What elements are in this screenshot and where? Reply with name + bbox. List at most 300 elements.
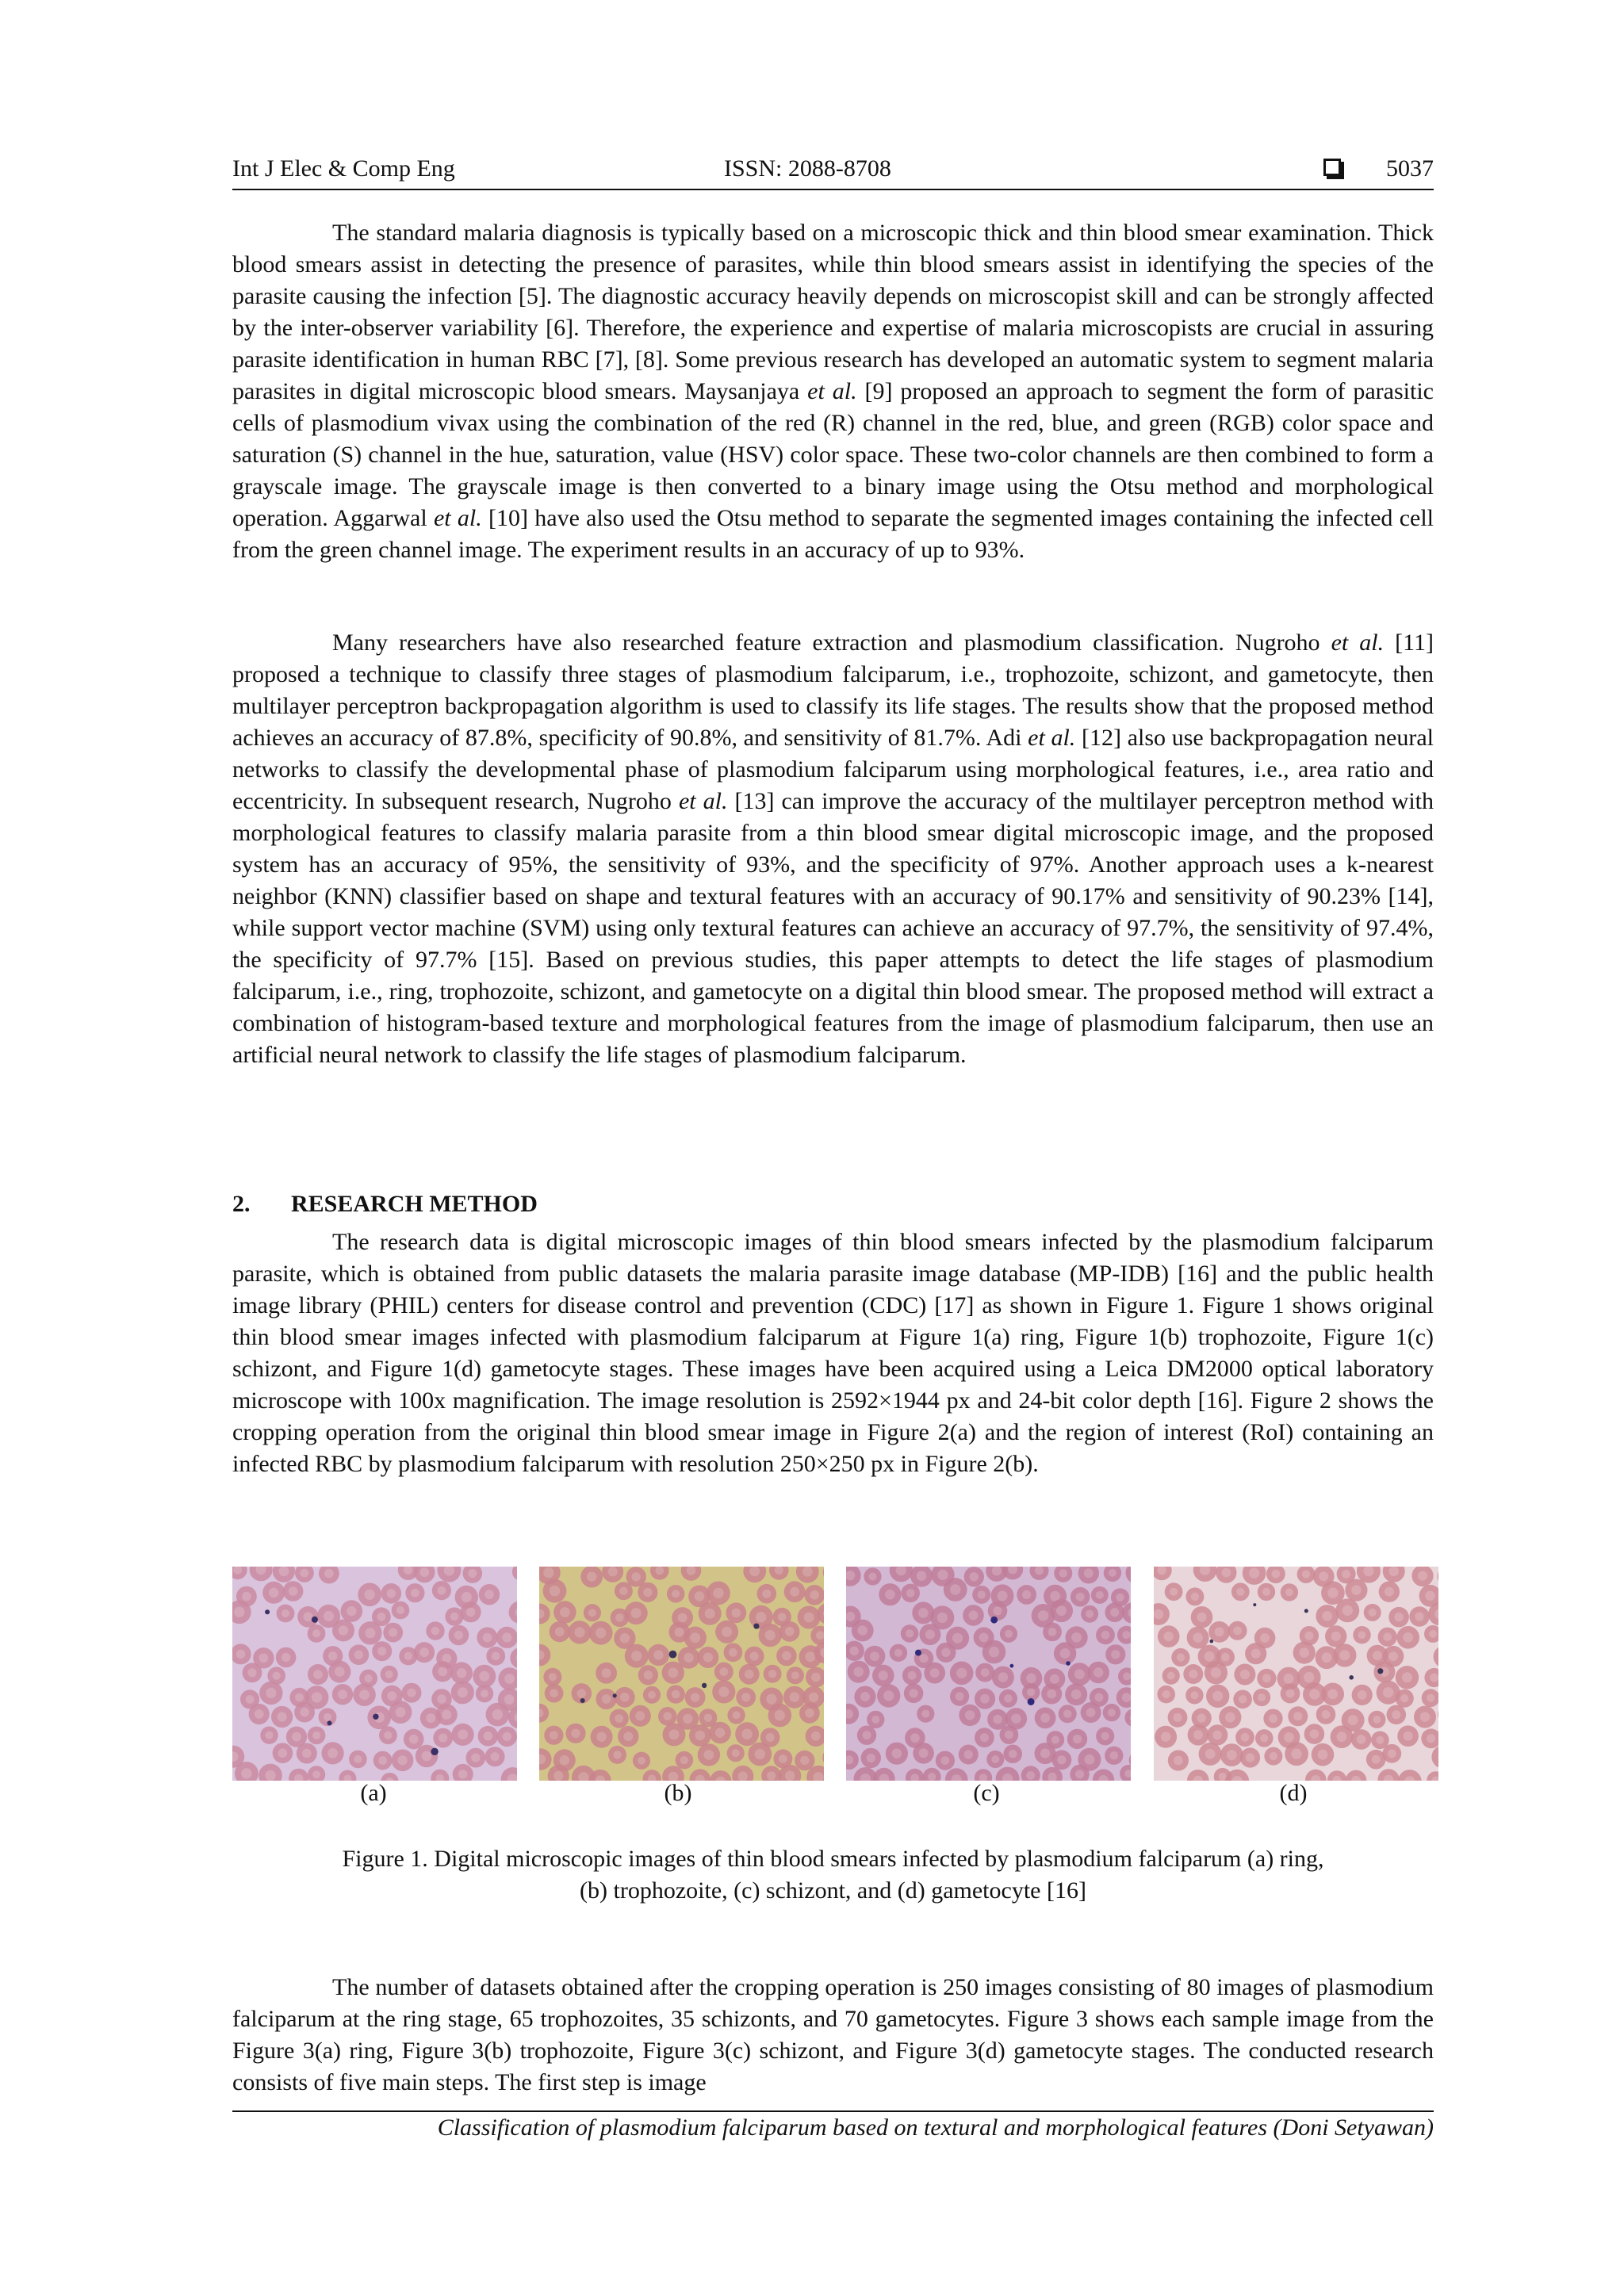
cell-pallor: [1009, 1750, 1017, 1758]
cell-pallor: [1193, 1632, 1203, 1643]
cell-pallor: [300, 1708, 309, 1717]
cell-pallor: [483, 1633, 492, 1643]
cell-pallor: [438, 1667, 447, 1676]
cell-pallor: [1262, 1588, 1270, 1596]
cell-pallor: [956, 1692, 964, 1701]
cell-pallor: [766, 1694, 776, 1705]
cell-pallor: [289, 1586, 298, 1596]
cell-pallor: [1284, 1674, 1294, 1684]
cell-pallor: [457, 1668, 467, 1678]
cell-pallor: [247, 1668, 256, 1677]
page-number: 5037: [1386, 155, 1434, 182]
cell-pallor: [956, 1668, 967, 1678]
cell-pallor: [910, 1733, 920, 1743]
blood-smear-trophozoite: [539, 1567, 824, 1781]
parasite-dot: [669, 1651, 677, 1659]
cell-pallor: [648, 1691, 656, 1699]
cell-pallor: [729, 1648, 737, 1657]
cell-pallor: [1086, 1708, 1096, 1717]
cell-pallor: [1047, 1689, 1056, 1699]
cell-pallor: [1430, 1674, 1438, 1682]
cell-pallor: [1205, 1651, 1215, 1662]
cell-pallor: [324, 1569, 334, 1578]
cell-pallor: [965, 1710, 975, 1720]
cell-pallor: [894, 1649, 902, 1657]
cell-pallor: [454, 1631, 463, 1640]
cell-pallor: [1071, 1632, 1082, 1643]
cell-pallor: [292, 1732, 301, 1742]
cell-pallor: [869, 1573, 877, 1581]
cell-pallor: [811, 1673, 821, 1682]
cell-pallor: [1011, 1714, 1021, 1724]
cell-pallor: [718, 1686, 729, 1697]
cell-pallor: [613, 1751, 621, 1758]
cell-pallor: [301, 1569, 309, 1578]
cell-pallor: [1219, 1773, 1227, 1781]
cell-pallor: [273, 1672, 281, 1680]
cell-pallor: [871, 1716, 879, 1724]
cell-pallor: [479, 1671, 489, 1682]
cell-pallor: [1221, 1653, 1230, 1662]
cell-pallor: [908, 1671, 917, 1680]
cell-pallor: [1383, 1687, 1393, 1697]
cell-pallor: [246, 1695, 255, 1704]
cell-pallor: [1304, 1672, 1314, 1682]
cell-pallor: [1348, 1715, 1358, 1725]
cell-pallor: [1110, 1751, 1119, 1760]
cell-pallor: [631, 1651, 642, 1661]
cell-pallor: [1191, 1593, 1199, 1601]
cell-pallor: [1427, 1694, 1434, 1702]
cell-pallor: [675, 1628, 684, 1637]
cell-pallor: [620, 1633, 630, 1643]
cell-pallor: [656, 1567, 665, 1575]
cell-pallor: [339, 1625, 349, 1636]
cell-pallor: [1063, 1710, 1071, 1718]
cell-pallor: [941, 1756, 950, 1765]
cell-pallor: [1351, 1585, 1362, 1595]
cell-pallor: [1299, 1647, 1309, 1658]
cell-pallor: [411, 1589, 419, 1598]
cell-pallor: [1056, 1605, 1067, 1616]
cell-pallor: [766, 1733, 775, 1742]
cell-pallor: [471, 1754, 480, 1762]
cell-pallor: [1270, 1752, 1277, 1760]
cell-pallor: [755, 1749, 765, 1759]
cell-pallor: [1358, 1631, 1366, 1639]
cell-pallor: [1110, 1608, 1119, 1617]
cell-pallor: [553, 1771, 563, 1781]
cell-pallor: [378, 1756, 387, 1765]
cell-pallor: [1388, 1567, 1399, 1576]
cell-pallor: [1342, 1605, 1353, 1616]
cell-pallor: [1415, 1612, 1423, 1621]
cell-pallor: [705, 1609, 715, 1619]
cell-pallor: [1369, 1609, 1377, 1617]
cell-pallor: [1400, 1694, 1408, 1702]
cell-pallor: [550, 1586, 560, 1596]
cell-pallor: [602, 1668, 611, 1678]
cell-pallor: [733, 1711, 741, 1719]
cell-pallor: [810, 1590, 819, 1600]
cell-pallor: [335, 1667, 345, 1677]
cell-pallor: [906, 1629, 914, 1637]
cell-pallor: [669, 1729, 680, 1739]
cell-pallor: [1076, 1593, 1085, 1601]
parasite-dot: [431, 1748, 438, 1755]
cell-pallor: [1258, 1693, 1266, 1701]
cell-pallor: [328, 1651, 337, 1660]
cell-pallor: [324, 1713, 331, 1721]
cell-pallor: [387, 1691, 396, 1701]
cell-pallor: [265, 1770, 275, 1781]
cell-pallor: [1212, 1731, 1222, 1740]
cell-pallor: [587, 1571, 596, 1581]
cell-pallor: [1285, 1689, 1294, 1697]
cell-pallor: [241, 1768, 251, 1778]
cell-pallor: [745, 1670, 754, 1679]
figure-image-schizont: [846, 1567, 1131, 1781]
cell-pallor: [950, 1584, 960, 1594]
running-footer: Classification of plasmodium falciparum based on textural and morphological features (Doni Setyawan): [437, 2114, 1434, 2141]
cell-pallor: [468, 1569, 477, 1578]
cell-pallor: [805, 1709, 814, 1718]
cell-pallor: [442, 1710, 451, 1720]
cell-pallor: [778, 1613, 787, 1621]
cell-pallor: [620, 1693, 630, 1702]
parasite-dot: [915, 1650, 921, 1656]
cell-pallor: [941, 1648, 950, 1657]
cell-pallor: [684, 1653, 693, 1663]
cell-pallor: [883, 1690, 894, 1701]
cell-pallor: [1162, 1690, 1170, 1698]
cell-pallor: [387, 1589, 396, 1598]
cell-pallor: [282, 1609, 289, 1617]
cell-pallor: [1403, 1632, 1413, 1643]
cell-pallor: [1418, 1571, 1427, 1580]
cell-pallor: [870, 1651, 879, 1661]
cell-pallor: [791, 1671, 799, 1679]
cell-pallor: [1101, 1631, 1110, 1640]
section-title: RESEARCH METHOD: [291, 1191, 538, 1217]
cell-pallor: [1026, 1674, 1036, 1684]
cell-pallor: [921, 1710, 929, 1718]
paragraph-3: [232, 1226, 1434, 1480]
cell-pallor: [1074, 1669, 1085, 1679]
cell-pallor: [354, 1651, 363, 1659]
paragraph-1-text: The standard malaria diagnosis is typically based on a microscopic thick and thin blood smear examination. Thick blood smears assist in detecting the presence of parasites, while thin blood smears assist in identifying the species of the parasite causing the infection [5]. The diagnostic accuracy heavily depends on microscopist skill and can be strongly affected by the inter-observer variability [6]. Therefore, the experience and expertise of malaria microscopists are crucial in assuring parasite identification in human RBC [7], [8]. Some previous research has developed an automatic system to segment malaria parasites in digital microscopic blood smears. Maysanjaya et al. [9] proposed an approach to segment the form of parasitic cells of plasmodium vivax using the combination of the red (R) channel in the red, blue, and green (RGB) color space and saturation (S) channel in the hue, saturation, value (HSV) color space. These two-color channels are then combined to form a grayscale image. The grayscale image is then converted to a binary image using the Otsu method and morphological operation. Aggarwal et al. [10] have also used the Otsu method to separate the segmented images containing the infected cell from the green channel image. The experiment results in an accuracy of up to 93%.: [232, 220, 1434, 563]
cell-pallor: [906, 1589, 915, 1598]
cell-pallor: [365, 1628, 375, 1638]
cell-pallor: [964, 1750, 973, 1758]
cell-pallor: [1051, 1735, 1059, 1743]
parasite-dot: [990, 1617, 998, 1624]
cell-pallor: [919, 1748, 929, 1758]
cell-pallor: [615, 1714, 623, 1723]
cell-pallor: [1318, 1750, 1328, 1760]
cell-pallor: [1310, 1729, 1320, 1739]
cell-pallor: [785, 1770, 795, 1781]
cell-pallor: [1327, 1588, 1338, 1598]
parasite-dot: [613, 1693, 617, 1697]
cell-pallor: [438, 1586, 446, 1595]
cell-pallor: [695, 1591, 705, 1601]
cell-pallor: [643, 1588, 652, 1597]
cell-pallor: [672, 1690, 680, 1699]
cell-pallor: [1161, 1732, 1171, 1742]
cell-pallor: [304, 1612, 313, 1621]
cell-pallor: [1304, 1632, 1313, 1640]
cell-pallor: [1022, 1590, 1031, 1599]
cell-pallor: [236, 1650, 246, 1659]
cell-pallor: [1059, 1569, 1067, 1577]
cell-pallor: [278, 1712, 287, 1721]
cell-pallor: [919, 1654, 928, 1663]
cell-pallor: [279, 1567, 289, 1576]
cell-pallor: [853, 1667, 864, 1677]
figure-1: [232, 1567, 1438, 1785]
cell-pallor: [347, 1606, 356, 1616]
cell-pallor: [1373, 1716, 1381, 1724]
cell-pallor: [327, 1748, 338, 1758]
cell-pallor: [1227, 1750, 1237, 1760]
cell-pallor: [998, 1590, 1008, 1601]
cell-pallor: [1205, 1749, 1216, 1759]
parasite-dot: [1210, 1640, 1214, 1644]
subfigure-label-b: (b): [664, 1780, 692, 1806]
cell-pallor: [1038, 1610, 1048, 1621]
cell-pallor: [396, 1606, 404, 1614]
cell-pallor: [1173, 1713, 1182, 1722]
cell-pallor: [910, 1689, 918, 1697]
cell-pallor: [503, 1732, 511, 1741]
cell-pallor: [560, 1755, 570, 1766]
cell-pallor: [644, 1670, 653, 1679]
cell-pallor: [1193, 1730, 1203, 1739]
cell-pallor: [1094, 1667, 1103, 1677]
cell-pallor: [850, 1647, 859, 1655]
cell-pallor: [1215, 1627, 1224, 1636]
cell-pallor: [1123, 1673, 1131, 1681]
caption-line-1: Figure 1. Digital microscopic images of thin blood smears infected by plasmodium falciparum (a) ring,: [342, 1846, 1324, 1872]
cell-pallor: [1212, 1691, 1223, 1701]
cell-pallor: [365, 1590, 375, 1600]
cell-pallor: [917, 1571, 927, 1581]
cell-pallor: [615, 1613, 624, 1622]
cell-pallor: [1339, 1650, 1350, 1660]
blood-smear-schizont: [846, 1567, 1131, 1781]
cell-pallor: [928, 1773, 936, 1781]
cell-pallor: [1197, 1613, 1206, 1622]
cell-pallor: [312, 1692, 322, 1702]
cell-pallor: [1167, 1672, 1175, 1680]
cell-pallor: [741, 1729, 752, 1739]
cell-pallor: [1284, 1732, 1294, 1743]
cell-pallor: [969, 1610, 979, 1620]
paragraph-2: [232, 627, 1434, 1071]
cell-pallor: [1096, 1591, 1104, 1599]
cell-pallor: [1084, 1755, 1094, 1765]
blood-smear-gametocyte: [1154, 1567, 1438, 1781]
cell-pallor: [1236, 1588, 1244, 1596]
cell-pallor: [879, 1670, 888, 1680]
cell-pallor: [779, 1755, 787, 1763]
cell-pallor: [338, 1689, 347, 1699]
cell-pallor: [492, 1651, 500, 1660]
parasite-dot: [1304, 1609, 1308, 1613]
cell-pallor: [930, 1668, 940, 1678]
cell-pallor: [811, 1732, 821, 1741]
issn: ISSN: 2088-8708: [724, 155, 891, 182]
cell-pallor: [269, 1588, 279, 1598]
cell-pallor: [265, 1732, 273, 1739]
cell-pallor: [1005, 1630, 1013, 1638]
cell-pallor: [1071, 1689, 1082, 1700]
cell-pallor: [608, 1567, 618, 1576]
cell-pallor: [998, 1672, 1009, 1682]
cell-pallor: [683, 1714, 692, 1724]
cell-pallor: [504, 1674, 515, 1684]
cell-pallor: [631, 1608, 642, 1618]
cell-pallor: [937, 1570, 948, 1580]
cell-pallor: [1004, 1694, 1012, 1702]
cell-pallor: [1429, 1630, 1437, 1638]
cell-pallor: [450, 1613, 458, 1621]
figure-image-ring: [232, 1567, 517, 1781]
cell-pallor: [1109, 1569, 1116, 1577]
cell-pallor: [549, 1673, 557, 1681]
cell-pallor: [1122, 1631, 1130, 1639]
paragraph-4-text: The number of datasets obtained after the cropping operation is 250 images consisting of 80 images of plasmodium falciparum at the ring stage, 65 trophozoites, 35 schizonts, and 70 gametocytes. Figure 3 shows each sample image from the Figure 3(a) ring, Figure 3(b) trophozoite, Figure 3(c) schizont, and Figure 3(d) gametocyte stages. The conducted research consists of five main steps. The first step is image: [232, 1974, 1434, 2095]
cell-pallor: [1239, 1695, 1247, 1704]
cell-pallor: [295, 1693, 304, 1702]
cell-pallor: [255, 1709, 264, 1719]
cell-pallor: [1322, 1710, 1331, 1719]
cell-pallor: [980, 1733, 989, 1742]
cell-pallor: [1293, 1712, 1302, 1720]
cell-pallor: [664, 1712, 672, 1721]
cell-pallor: [484, 1732, 493, 1741]
cell-pallor: [588, 1609, 596, 1617]
cell-pallor: [1327, 1689, 1338, 1699]
cell-pallor: [638, 1757, 645, 1765]
parasite-dot: [1349, 1675, 1354, 1680]
cell-pallor: [790, 1692, 800, 1702]
cell-pallor: [704, 1714, 712, 1722]
cell-pallor: [422, 1751, 432, 1762]
cell-pallor: [1291, 1749, 1301, 1759]
cell-pallor: [596, 1628, 606, 1638]
cell-pallor: [437, 1694, 446, 1704]
running-header: [232, 155, 1434, 187]
cell-pallor: [1040, 1713, 1050, 1723]
cell-pallor: [1388, 1749, 1396, 1758]
blood-smear-ring: [232, 1567, 517, 1781]
cell-pallor: [937, 1613, 948, 1623]
subfigure-label-c: (c): [973, 1780, 1000, 1806]
paragraph-4: [232, 1972, 1434, 2099]
cell-pallor: [1322, 1611, 1332, 1621]
cell-pallor: [680, 1756, 688, 1764]
cell-pallor: [804, 1613, 814, 1623]
parasite-dot: [1377, 1668, 1383, 1674]
cell-pallor: [632, 1572, 641, 1581]
cell-pallor: [550, 1689, 558, 1697]
cell-pallor: [1337, 1732, 1347, 1742]
cell-pallor: [574, 1627, 584, 1637]
cell-pallor: [385, 1670, 393, 1678]
cell-pallor: [1035, 1567, 1044, 1575]
cell-pallor: [952, 1633, 963, 1644]
cell-pallor: [993, 1715, 1002, 1724]
cell-pallor: [377, 1647, 386, 1655]
cell-pallor: [1394, 1613, 1404, 1622]
cell-pallor: [991, 1755, 999, 1763]
paragraph-1: [232, 217, 1434, 566]
cell-pallor: [1388, 1651, 1398, 1661]
cell-pallor: [1190, 1691, 1198, 1699]
paragraph-2-text: Many researchers have also researched feature extraction and plasmodium classification. Nugroho et al. [11] proposed a technique to classify three stages of plasmodium falciparum, i.e., trophozoite, schizont, and gametocyte, then multilayer perceptron backpropagation algorithm is used to classify its life stages. The results show that the proposed method achieves an accuracy of 87.8%, specificity of 90.8%, and sensitivity of 81.7%. Adi et al. [12] also use backpropagation neural networks to classify the developmental phase of plasmodium falciparum using morphological features, i.e., area ratio and eccentricity. In subsequent research, Nugroho et al. [13] can improve the accuracy of the multilayer perceptron method with morphological features to classify malaria parasite from a thin blood smear digital microscopic image, and the proposed system has an accuracy of 95%, the sensitivity of 93%, and the specificity of 97%. Another approach uses a k-nearest neighbor (KNN) classifier based on shape and textural features with an accuracy of 90.17% and sensitivity of 90.23% [14], while support vector machine (SVM) using only textural features can achieve an accuracy of 97.7%, the sensitivity of 97.4%, the specificity of 97.7% [15]. Based on previous studies, this paper attempts to detect the life stages of plasmodium falciparum, i.e., ring, trophozoite, schizont, and gametocyte on a digital thin blood smear. The proposed method will extract a combination of histogram-based texture and morphological features from the image of plasmodium falciparum, then use an artificial neural network to classify the life stages of plasmodium falciparum.: [232, 629, 1434, 1068]
cell-pallor: [1385, 1587, 1394, 1597]
cell-pallor: [426, 1713, 435, 1723]
cell-pallor: [324, 1611, 334, 1621]
cell-pallor: [704, 1750, 714, 1760]
cell-pallor: [1402, 1672, 1412, 1682]
cell-pallor: [1075, 1770, 1084, 1778]
cell-pallor: [765, 1630, 776, 1640]
cell-pallor: [282, 1653, 290, 1662]
cell-pallor: [396, 1707, 406, 1717]
cell-pallor: [458, 1770, 468, 1779]
cell-pallor: [1084, 1568, 1094, 1578]
cell-pallor: [1260, 1633, 1270, 1643]
cell-pallor: [234, 1607, 244, 1617]
cell-pallor: [439, 1734, 447, 1743]
cell-pallor: [703, 1652, 713, 1662]
subfigure-label-a: (a): [360, 1780, 387, 1806]
parasite-dot: [1066, 1661, 1071, 1666]
cell-pallor: [1027, 1688, 1035, 1696]
cell-pallor: [785, 1627, 795, 1636]
cell-pallor: [389, 1628, 397, 1637]
cell-pallor: [242, 1592, 251, 1601]
cell-pallor: [1322, 1652, 1332, 1663]
cell-pallor: [1154, 1609, 1163, 1620]
cell-pallor: [1425, 1591, 1435, 1601]
cell-pallor: [1372, 1755, 1381, 1764]
cell-pallor: [719, 1667, 728, 1676]
cell-pallor: [602, 1694, 611, 1704]
cell-pallor: [1272, 1570, 1281, 1578]
cell-pallor: [1057, 1755, 1066, 1764]
cell-pallor: [1095, 1693, 1104, 1702]
cell-pallor: [1427, 1734, 1435, 1743]
cell-pallor: [550, 1731, 558, 1739]
cell-pallor: [485, 1590, 494, 1599]
parasite-dot: [373, 1714, 378, 1720]
cell-pallor: [885, 1590, 895, 1600]
cell-pallor: [1241, 1733, 1250, 1742]
parasite-dot: [1010, 1664, 1014, 1668]
cell-pallor: [359, 1689, 370, 1700]
cell-pallor: [1246, 1753, 1254, 1762]
cell-pallor: [1383, 1632, 1392, 1641]
cell-pallor: [635, 1711, 645, 1720]
cell-pallor: [313, 1670, 323, 1679]
cell-pallor: [377, 1613, 386, 1621]
cell-pallor: [1164, 1632, 1174, 1641]
cell-pallor: [577, 1689, 586, 1697]
